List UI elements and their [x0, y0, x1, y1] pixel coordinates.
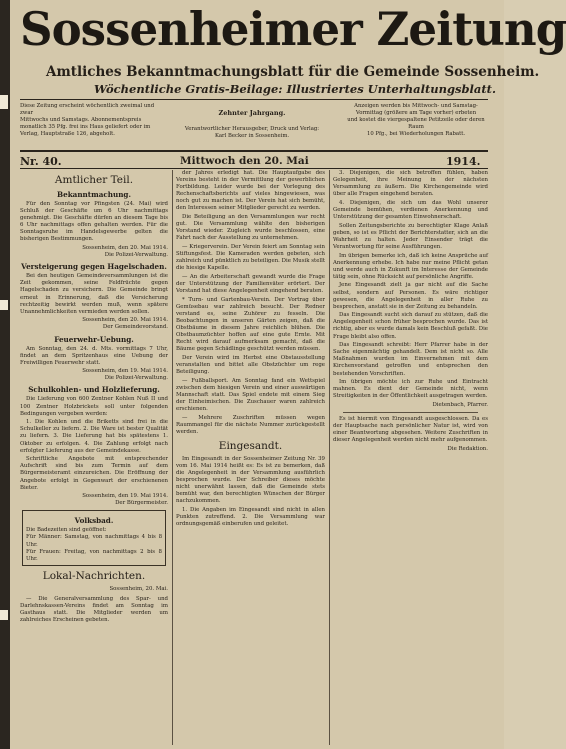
newspaper-subtitle: Amtliches Bekanntmachungsblatt für die Gemeinde Sossenheim.	[46, 64, 540, 80]
issue-date: Mittwoch den 20. Mai	[180, 155, 309, 167]
column-left	[20, 170, 168, 745]
article-heading: Versteigerung gegen Hagelschaden.	[21, 262, 167, 272]
newspaper-title: Sossenheimer Zeitung	[20, 2, 566, 56]
supplement-line: Wöchentliche Gratis-Beilage: Illustriertes Unterhaltungsblatt.	[94, 82, 496, 96]
subscription-info: Diese Zeitung erscheint wöchentlich zweimal und zwar Mittwochs und Samstags. Abonnementspreis monatlich 35 Pfg. frei ins Haus geliefert oder im Verlag, Hauptstraße 126, abgeholt.	[20, 103, 155, 137]
article-paragraph: Im übrigen möchte ich zur Ruhe und Eintracht mahnen. Es dient der Gemeinde nicht, wenn Streitigkeiten in der Öffentlichkeit ausgetragen werden.	[333, 379, 488, 400]
article-paragraph: Im übrigen bemerke ich, daß ich keine Ansprüche auf Anerkennung erhebe. Ich habe nur meine Pflicht getan und werde auch in Zukunft im Interesse der Gemeinde tätig sein, ohne Rücksicht auf persönliche Angriffe.	[333, 252, 488, 280]
issue-bottom-rule	[20, 168, 488, 169]
notice-box-title: Volksbad.	[74, 516, 114, 526]
column-divider	[172, 170, 173, 745]
signature-line: Dietenbach, Pfarrer.	[432, 401, 488, 408]
publisher-line: Verantwortlicher Herausgeber, Druck und Verlag: Karl Becker in Sossenheim.	[184, 126, 320, 139]
column-divider	[329, 170, 330, 745]
article-paragraph: 4. Diejenigen, die sich um das Wohl unserer Gemeinde bemühen, verdienen Anerkennung und Unterstützung der gesamten Einwohnerschaft.	[333, 199, 488, 221]
spine-label	[0, 610, 8, 620]
article-paragraph: Das Eingesandt schreibt: Herr Pfarrer habe in der Sache eigenmächtig gehandelt. Dem ist nicht so. Alle Maßnahmen wurden im Einvernehmen mit dem Kirchenvorstand getroffen und entsprechen den bestehenden Vorschriften.	[333, 342, 488, 377]
article-paragraph: — An die Arbeiterschaft gewandt wurde die Frage der Unterstützung der Familienväter erörtert. Der Vorstand hat diese Angelegenheit eingehend beraten.	[176, 273, 325, 294]
article-heading: Schulkohlen- und Holzlieferung.	[28, 385, 160, 395]
section-rule	[343, 412, 478, 413]
article-paragraph: — Fußballsport. Am Sonntag fand ein Wettspiel zwischen dem hiesigen Verein und einer auswärtigen Mannschaft statt. Das Spiel endete mit einem Sieg der Einheimischen. Die Zuschauer waren zahlreich erschienen.	[176, 377, 325, 412]
issue-number: Nr. 40.	[20, 155, 62, 168]
article-paragraph: Jene Eingesandt zielt ja gar nicht auf die Sache selbst, sondern auf Personen. Es wäre richtiger gewesen, die Angelegenheit in aller Ruhe zu besprechen, anstatt sie in der Zeitung zu behandeln.	[333, 282, 488, 310]
issue-top-rule	[20, 150, 488, 152]
signature-line: Die Redaktion.	[447, 445, 488, 452]
article-paragraph: Der Verein wird im Herbst eine Obstausstellung veranstalten und bittet alle Obstzüchter um rege Beteiligung.	[176, 354, 325, 376]
signature-line: Sossenheim, den 20. Mai 1914. Die Polizei-Verwaltung.	[82, 245, 168, 259]
article-heading: Feuerwehr-Uebung.	[54, 334, 134, 344]
column-right	[333, 170, 488, 745]
signature-line: Sossenheim, den 19. Mai 1914. Der Bürgermeister.	[82, 493, 168, 507]
article-paragraph: Für den Sonntag vor Pfingsten (24. Mai) wird Schluß der Geschäfte um 6 Uhr nachmittags genehmigt. Die Geschäfte dürfen an diesem Tage bis 6 Uhr nachmittags offen gehalten werden. Für die Sonntagsruhe im Handelsgewerbe gelten die bisherigen Bestimmungen.	[20, 201, 168, 243]
article-paragraph: Die Beteiligung an den Versammlungen war recht gut. Die Versammlung wählte den bisherigen Vorstand wieder. Zugleich wurde beschlossen, eine Fahrt nach der Ausstellung zu unternehmen.	[176, 214, 325, 242]
article-paragraph: — Die Generalversammlung des Spar- und Darlehnskassen-Vereins findet am Sonntag im Gasthaus statt. Die Mitglieder werden um zahlreiches Erscheinen gebeten.	[20, 595, 168, 624]
section-heading: Lokal-Nachrichten.	[42, 569, 146, 582]
article-paragraph: 1. Die Angaben im Eingesandt sind nicht in allen Punkten zutreffend. 2. Die Versammlung war ordnungsgemäß einberufen und geleitet.	[176, 507, 325, 528]
signature-line: Sossenheim, den 19. Mai 1914. Die Polizei-Verwaltung.	[82, 368, 168, 382]
article-paragraph: Am Sonntag, den 24. d. Mts. vormittags 7 Uhr, findet an dem Spritzenhaus eine Uebung der Freiwilligen Feuerwehr statt.	[20, 345, 168, 366]
publisher-info	[172, 103, 332, 147]
header-rule	[20, 99, 488, 100]
volume-line: Zehnter Jahrgang.	[218, 109, 286, 117]
binding-spine	[0, 0, 10, 749]
issue-year: 1914.	[446, 155, 481, 168]
article-paragraph: — Kriegerverein. Der Verein feiert am Sonntag sein Stiftungsfest. Die Kameraden werden gebeten, sich zahlreich und pünktlich zu beteiligen. Die Musik stellt die hiesige Kapelle.	[176, 243, 325, 272]
article-paragraph: Bei den heutigen Gemeindeversammlungen ist die Zeit gekommen, seine Feldfrüchte gegen Hagelschaden zu versichern. Die Gemeinde bringt erneut in Erinnerung, daß die Versicherung rechtzeitig bewirkt werden muß, wenn spätere Unannehmlichkeiten vermieden werden sollen.	[20, 273, 168, 315]
article-paragraph: Die Lieferung von 600 Zentner Kohlen Nuß II und 100 Zentner Holzbrickets soll unter folgenden Bedingungen vergeben werden:	[20, 396, 168, 417]
notice-box	[22, 510, 166, 565]
article-paragraph: Es ist hiermit von Eingesandt ausgeschlossen. Da es der Hauptsache nach persönlicher Natur ist, wird von einer Beantwortung abgesehen. Weitere Zuschriften in dieser Angelegenheit werden nicht mehr aufgenommen.	[333, 416, 488, 444]
article-paragraph: — Mehrere Zuschriften müssen wegen Raummangel für die nächste Nummer zurückgestellt werden.	[176, 414, 325, 435]
article-paragraph: 1. Die Kohlen und die Briketts sind frei in die Schulkeller zu liefern. 2. Die Ware ist bester Qualität zu liefern. 3. Die Lieferung hat bis spätestens 1. Oktober zu erfolgen. 4. Die Zahlung erfolgt nach erfolgter Lieferung aus der Gemeindekasse.	[20, 419, 168, 454]
article-paragraph: * Turn- und Gartenbau-Verein. Der Vortrag über Gemüsebau war zahlreich besucht. Der Redner verstand es, seine Zuhörer zu fesseln. Die Beobachtungen in unseren Gärten zeigen, daß die Obstbäume in diesem Jahre reichlich blühen. Die Obstbaumzüchter hoffen auf eine gute Ernte. Mit Recht wird darauf aufmerksam gemacht, daß die Bäume gegen Schädlinge geschützt werden müssen.	[176, 296, 325, 353]
article-paragraph: Sollen Zeitungsberichte zu berechtigter Klage Anlaß geben, so ist es Pflicht der Berichterstatter, sich an die Wahrheit zu halten. Jeder Einsender trägt die Verantwortung für seine Ausführungen.	[333, 222, 488, 250]
article-heading: Bekanntmachung.	[57, 190, 131, 199]
article-paragraph: Im Eingesandt in der Sossenheimer Zeitung Nr. 39 vom 16. Mai 1914 heißt es: Es ist zu bemerken, daß die Angelegenheit in der Versammlung ausführlich besprochen wurde. Der Schreiber dieses möchte nicht unerwähnt lassen, daß die Gemeinde stets bemüht war, den berechtigten Wünschen der Bürger nachzukommen.	[176, 455, 325, 505]
article-paragraph: Schriftliche Angebote mit entsprechender Aufschrift sind bis zum Termin auf dem Bürgermeisteramt einzureichen. Die Eröffnung der Angebote erfolgt in Gegenwart der erschienenen Bieter.	[20, 456, 168, 491]
article-paragraph: der Jahres erledigt hat. Die Hauptaufgabe des Vereins besteht in der Vermittlung der gewerblichen Fortbildung. Leider wurde bei der Vorlegung des Rechenschaftsberichts auf vieles hingewiesen, was noch gut zu machen ist. Der Verein hat sich bemüht, den Interessen seiner Mitglieder gerecht zu werden.	[176, 170, 325, 212]
spine-label	[0, 95, 8, 109]
spine-label	[0, 300, 8, 310]
signature-line: Sossenheim, 20. Mai.	[109, 585, 168, 592]
column-middle	[176, 170, 325, 745]
article-paragraph: 3. Diejenigen, die sich betroffen fühlen, haben Gelegenheit, ihre Meinung in der nächsten Versammlung zu äußern. Die Kirchengemeinde wird über alle Fragen eingehend beraten.	[333, 170, 488, 198]
advertising-info: Anzeigen werden bis Mittwoch- und Samstag- Vormittag (größere am Tage vorher) erbeten und kostet die viergespaltene Petitzeile oder deren Raum 10 Pfg., bei Wiederholungen Rabatt.	[347, 103, 485, 137]
section-heading: Eingesandt.	[218, 439, 283, 452]
signature-line: Sossenheim, den 20. Mai 1914. Der Gemeindevorstand.	[82, 317, 168, 331]
notice-box-text: Die Badezeiten sind geöffnet: Für Männer: Samstag, von nachmittags 4 bis 8 Uhr. Für Frauen: Freitag, von nachmittags 2 bis 8 Uhr.	[26, 527, 162, 562]
article-paragraph: Das Eingesandt sucht sich darauf zu stützen, daß die Angelegenheit schon früher besprochen wurde. Das ist richtig, aber es wurde damals kein Beschluß gefaßt. Die Frage bleibt also offen.	[333, 312, 488, 340]
section-heading: Amtlicher Teil.	[54, 174, 134, 186]
